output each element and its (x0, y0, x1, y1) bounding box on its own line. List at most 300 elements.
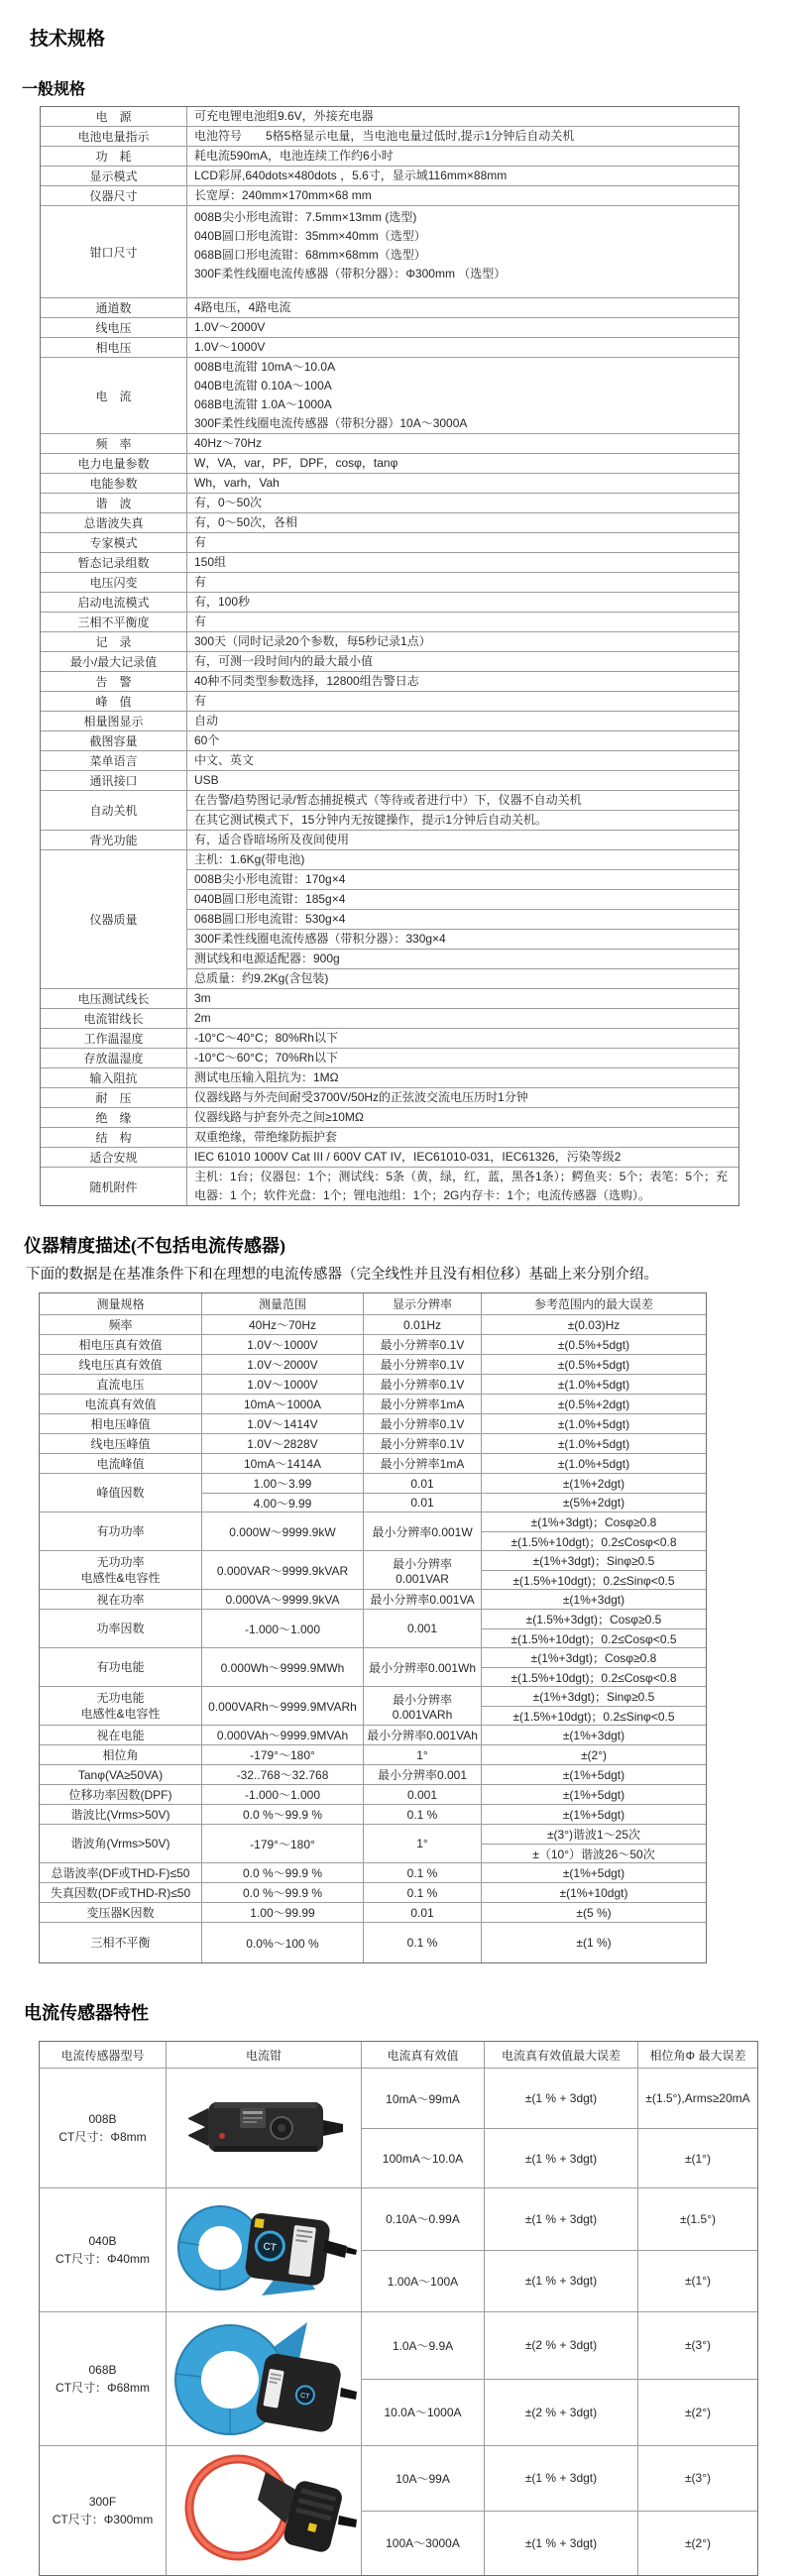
measure-range: 4.00～9.99 (202, 1493, 363, 1512)
spec-value-line: 总质量：约9.2Kg(含包装) (194, 971, 329, 985)
spec-label: 记 录 (95, 635, 132, 649)
current-range-cell (361, 2069, 484, 2187)
spec-row (41, 631, 738, 651)
spec-label: 总谐波失真 (83, 516, 144, 530)
measure-range-cell (201, 1335, 363, 1354)
spec-row (41, 711, 738, 730)
measure-range-cell (201, 1687, 363, 1725)
accuracy-row (40, 1647, 706, 1686)
measure-range-cell (201, 1395, 363, 1413)
accuracy-row (40, 1922, 706, 1962)
measure-name: 功率因数 (96, 1622, 145, 1635)
max-error: ±(5%+2dgt) (482, 1493, 706, 1512)
measure-range: 10mA～1414A (243, 1457, 322, 1471)
spec-label: 通道数 (95, 301, 132, 315)
measure-range: 0.0 %～99.9 % (242, 1808, 323, 1822)
display-resolution-cell (363, 1805, 481, 1824)
spec-value (186, 652, 738, 671)
spec-value (186, 1068, 738, 1087)
sensor-row (40, 2445, 757, 2575)
current-range-cell (361, 2188, 484, 2311)
spec-row (41, 1008, 738, 1028)
spec-row (41, 532, 738, 552)
spec-row (41, 1048, 738, 1067)
max-error: ±(1%+3dgt) (562, 1728, 625, 1742)
measure-range: 0.000VARh～9999.9MVARh (208, 1699, 357, 1714)
spec-value (186, 1009, 738, 1028)
spec-value-line: W，VA，var，PF，DPF，cosφ，tanφ (194, 456, 398, 470)
sensor-ct-size: CT尺寸：Φ40mm (56, 2252, 150, 2266)
spec-label: 告 警 (95, 675, 132, 689)
display-resolution: 0.01 (410, 1476, 434, 1491)
spec-row (41, 1028, 738, 1048)
spec-value-line: 仪器线路与护套外壳之间≥10MΩ (194, 1110, 364, 1124)
clamp-040b-photo (166, 2188, 361, 2311)
spec-value-line: 仪器线路与外壳间耐受3700V/50Hz的正弦波交流电压历时1分钟 (194, 1090, 528, 1104)
display-resolution: 最小分辨率0.001VA (370, 1593, 475, 1607)
measure-name: 电感性&电容性 (80, 1707, 161, 1721)
measure-range-cell (201, 1375, 363, 1394)
spec-label: 工作温湿度 (83, 1032, 144, 1046)
display-resolution-cell (363, 1335, 481, 1354)
spec-label: 电 源 (95, 110, 132, 124)
display-resolution: 最小分辨率0.1V (380, 1338, 465, 1352)
spec-value (186, 1168, 738, 1205)
sensor-model: 068B (88, 2363, 117, 2377)
measure-name: 三相不平衡 (90, 1936, 151, 1950)
spec-row (41, 453, 738, 473)
current-range-cell (361, 2446, 484, 2575)
phase-error: ±(3°) (684, 2471, 712, 2486)
measure-range-cell (201, 1825, 363, 1862)
current-range: 100mA～10.0A (362, 2128, 484, 2187)
spec-label: 谐 波 (95, 497, 132, 510)
max-error: ±(1.5%+10dgt)；0.2≤Cosφ<0.5 (482, 1628, 706, 1647)
measure-range-cell (201, 1315, 363, 1334)
max-error-cell (481, 1745, 706, 1764)
spec-value-line: 40种不同类型参数选择，12800组告警日志 (194, 674, 419, 688)
display-resolution: 最小分辨率0.001VAh (367, 1729, 478, 1742)
display-resolution-cell (363, 1434, 481, 1453)
phase-error: ±(1.5°),Arms≥20mA (645, 2091, 750, 2105)
display-resolution-cell (363, 1687, 481, 1725)
phase-error: ±(2°) (638, 2511, 757, 2576)
spec-label: 线电压 (95, 321, 132, 335)
accuracy-row (40, 1744, 706, 1764)
measure-name: 有功功率 (96, 1524, 145, 1538)
spec-value (186, 831, 738, 849)
display-resolution-cell (363, 1315, 481, 1334)
max-error: ±(1.5%+10dgt)；0.2≤Cosφ<0.8 (482, 1531, 706, 1550)
spec-label: 峰 值 (95, 695, 132, 709)
measure-name-cell (40, 1335, 201, 1354)
measure-name-cell (40, 1648, 201, 1686)
measure-name-cell (40, 1395, 201, 1413)
display-resolution: 最小分辨率0.001 (377, 1768, 468, 1782)
measure-range: 1.00～3.99 (253, 1477, 312, 1491)
max-error-cell (481, 1610, 706, 1647)
spec-value (186, 613, 738, 631)
current-range: 10mA～99mA (386, 2091, 460, 2106)
phase-error: ±(1°) (638, 2250, 757, 2312)
measure-range: 10mA～1000A (243, 1398, 322, 1411)
measure-range-cell (201, 1414, 363, 1433)
spec-row (41, 1167, 738, 1205)
measure-name: 电感性&电容性 (80, 1571, 161, 1585)
spec-row (41, 317, 738, 337)
spec-value (186, 298, 738, 317)
accuracy-row (40, 1725, 706, 1744)
measure-range-cell (201, 1551, 363, 1589)
spec-value (186, 1108, 738, 1127)
measure-range: 0.0 %～99.9 % (242, 1866, 323, 1880)
max-error: ±(0.5%+5dgt) (557, 1337, 630, 1352)
sensor-row (40, 2068, 757, 2187)
measure-range: -179°～180° (250, 1837, 315, 1851)
accuracy-row (40, 1784, 706, 1804)
measure-name-cell (40, 1355, 201, 1374)
spec-label: 钳口尺寸 (89, 245, 138, 260)
current-range: 1.0A～9.9A (392, 2338, 454, 2353)
measure-range: 1.0V～1414V (247, 1417, 318, 1431)
measure-name: 线电压峰值 (90, 1436, 151, 1451)
display-resolution: 最小分辨率0.1V (380, 1417, 465, 1431)
section-general-title: 一般规格 (22, 81, 86, 98)
sensor-model-cell (40, 2069, 166, 2187)
measure-name: 相位角 (102, 1747, 139, 1762)
accuracy-row (40, 1862, 706, 1882)
measure-name-cell (40, 1785, 201, 1804)
max-error: ±(1%+2dgt) (562, 1476, 625, 1491)
spec-label: 通讯接口 (89, 774, 138, 788)
spec-row (41, 433, 738, 453)
max-error-cell (481, 1726, 706, 1744)
spec-value-line: 测试线和电源适配器：900g (187, 950, 738, 969)
phase-error: ±(2°) (638, 2379, 757, 2446)
clamp-068b-image (167, 2316, 361, 2441)
spec-row (41, 592, 738, 612)
spec-value-line: 300F柔性线圈电流传感器（带积分器）：330g×4 (187, 930, 738, 950)
svg-text:CT: CT (299, 2392, 310, 2402)
sensor-ct-size: CT尺寸：Φ8mm (58, 2130, 147, 2144)
current-error: ±(1 % + 3dgt) (485, 2250, 637, 2312)
accuracy-header-resolution: 显示分辨率 (363, 1293, 481, 1314)
spec-label: 相量图显示 (83, 715, 144, 728)
max-error-cell (481, 1414, 706, 1433)
max-error: ±(1.0%+5dgt) (557, 1436, 630, 1451)
spec-value (186, 206, 738, 297)
spec-row (41, 357, 738, 433)
spec-row (41, 730, 738, 750)
spec-value (186, 454, 738, 473)
measure-range-cell (201, 1355, 363, 1374)
spec-label: 三相不平衡度 (77, 616, 150, 629)
spec-row (41, 205, 738, 297)
sensor-model: 040B (88, 2234, 117, 2248)
current-error: ±(1 % + 3dgt) (524, 2211, 598, 2226)
measure-name: 谐波角(Vrms>50V) (70, 1837, 170, 1850)
spec-row (41, 770, 738, 790)
measure-range-cell (201, 1474, 363, 1512)
spec-value (186, 553, 738, 572)
max-error: ±(1%+5dgt) (562, 1787, 625, 1802)
spec-value (186, 434, 738, 453)
spec-value-line: 电池符号 5格5格显示电量，当电池电量过低时,提示1分钟后自动关机 (194, 129, 575, 143)
sensor-header-row (40, 2042, 757, 2068)
measure-range: 0.0 %～99.9 % (242, 1886, 323, 1900)
measure-name: 失真因数(DF或THD-R)≤50 (50, 1885, 191, 1900)
current-error-cell (484, 2069, 637, 2187)
measure-name: 电流真有效值 (84, 1397, 157, 1411)
max-error: ±(1%+10dgt) (559, 1885, 628, 1900)
spec-label: 频 率 (95, 437, 132, 451)
max-error: ±(1%+3dgt)；Sinφ≥0.5 (532, 1690, 655, 1704)
accuracy-row (40, 1394, 706, 1413)
measure-name-cell (40, 1883, 201, 1902)
phase-error-cell (637, 2188, 757, 2311)
measure-name: 谐波比(Vrms>50V) (70, 1807, 170, 1822)
spec-label: 仪器质量 (89, 913, 138, 927)
measure-name-cell (40, 1765, 201, 1784)
svg-text:CT: CT (262, 2241, 278, 2254)
display-resolution: 0.01 (410, 1905, 434, 1920)
measure-name-cell (40, 1805, 201, 1824)
measure-range: 1.0V～2828V (247, 1437, 318, 1451)
spec-value (186, 513, 738, 532)
spec-value (186, 318, 738, 337)
spec-value (186, 1049, 738, 1067)
max-error: ±(1%+3dgt) (562, 1592, 625, 1607)
general-specs-table (40, 106, 739, 1206)
sensor-header-clamp: 电流钳 (166, 2042, 361, 2068)
measure-range: -1.000～1.000 (244, 1788, 321, 1802)
current-range: 0.10A～0.99A (386, 2212, 460, 2227)
spec-label: 绝 缘 (95, 1111, 132, 1125)
sensor-row (40, 2311, 757, 2445)
measure-name-cell (40, 1414, 201, 1433)
max-error-cell (481, 1825, 706, 1862)
spec-label: 背光功能 (89, 834, 138, 847)
spec-value (186, 791, 738, 830)
spec-value (186, 186, 738, 205)
spec-row (41, 126, 738, 146)
sensor-model: 300F (88, 2495, 117, 2509)
display-resolution-cell (363, 1745, 481, 1764)
max-error-cell (481, 1923, 706, 1962)
measure-name-cell (40, 1315, 201, 1334)
spec-label: 仪器尺寸 (89, 189, 138, 203)
spec-value-line: 长宽厚：240mm×170mm×68 mm (194, 188, 372, 202)
max-error-cell (481, 1335, 706, 1354)
sensor-model: 008B (88, 2112, 117, 2126)
phase-error: ±(1.5°) (679, 2211, 717, 2226)
spec-value-line: 40Hz～70Hz (194, 436, 263, 450)
spec-row (41, 107, 738, 126)
current-error: ±(2 % + 3dgt) (485, 2379, 637, 2446)
max-error: ±(1 %) (576, 1936, 612, 1950)
spec-value-line: 60个 (194, 733, 220, 747)
measure-name: 直流电压 (96, 1377, 145, 1392)
spec-row (41, 1127, 738, 1147)
spec-label: 随机附件 (89, 1179, 138, 1194)
measure-name-cell (40, 1687, 201, 1725)
spec-row (41, 552, 738, 572)
spec-value-line: 300F柔性线圈电流传感器（带积分器）：Φ300mm （选型） (194, 267, 507, 280)
spec-row (41, 297, 738, 317)
page-title: 技术规格 (30, 29, 106, 50)
display-resolution-cell (363, 1863, 481, 1882)
sensor-header-phase-error: 相位角Φ 最大误差 (637, 2042, 757, 2068)
spec-value-line: 1.0V～2000V (194, 320, 266, 334)
clamp-008b-photo (166, 2069, 361, 2187)
max-error-cell (481, 1863, 706, 1882)
measure-range-cell (201, 1765, 363, 1784)
measure-name: 无功功率 (96, 1555, 145, 1569)
measure-range: 1.0V～1000V (247, 1378, 318, 1392)
measure-range: 1.0V～1000V (247, 1338, 318, 1352)
spec-value-line: 008B尖小形电流钳：170g×4 (187, 870, 738, 890)
accuracy-row (40, 1473, 706, 1512)
spec-label: 功 耗 (95, 150, 132, 164)
max-error-cell (481, 1315, 706, 1334)
current-error-cell (484, 2188, 637, 2311)
spec-value-line: 068B电流钳 1.0A～1000A (194, 397, 332, 411)
spec-label: 电压测试线长 (77, 992, 150, 1006)
measure-name: 视在功率 (96, 1592, 145, 1607)
current-error-cell (484, 2312, 637, 2445)
spec-label: 适合安规 (89, 1151, 138, 1165)
clamp-068b-photo (166, 2312, 361, 2445)
max-error: ±(1%+3dgt)；Cosφ≥0.8 (530, 1651, 657, 1665)
max-error: ±（10°）谐波26～50次 (482, 1844, 706, 1862)
spec-value-line: 在其它测试模式下，15分钟内无按键操作，提示1分钟后自动关机。 (194, 813, 548, 827)
spec-value-line: 耗电流590mA，电池连续工作约6小时 (194, 149, 394, 163)
measure-name-cell (40, 1726, 201, 1744)
measure-name: 相电压峰值 (90, 1416, 151, 1431)
spec-value-line: 可充电锂电池组9.6V，外接充电器 (194, 109, 374, 123)
spec-value-line: 有 (194, 575, 207, 589)
display-resolution: 最小分辨率0.1V (380, 1378, 465, 1392)
spec-value (186, 358, 738, 433)
measure-range: 1.0V～2000V (247, 1358, 318, 1372)
spec-row (41, 337, 738, 357)
measure-range: 0.000VA～9999.9kVA (225, 1593, 340, 1607)
display-resolution: 最小分辨率1mA (380, 1457, 465, 1471)
measure-range: -1.000～1.000 (244, 1622, 321, 1636)
spec-value-line: 中文、英文 (194, 753, 255, 767)
measure-range: 0.000VAR～9999.9kVAR (216, 1563, 349, 1578)
accuracy-row (40, 1824, 706, 1862)
measure-range-cell (201, 1745, 363, 1764)
spec-value (186, 1148, 738, 1167)
display-resolution: 最小分辨率0.001Wh (368, 1660, 477, 1675)
display-resolution-cell (363, 1395, 481, 1413)
measure-range-cell (201, 1903, 363, 1922)
spec-value (186, 127, 738, 146)
spec-label: 电力电量参数 (77, 457, 150, 471)
max-error-cell (481, 1474, 706, 1512)
sensor-ct-size: CT尺寸：Φ68mm (56, 2381, 150, 2395)
spec-row (41, 988, 738, 1008)
spec-value-line: 有，0～50次 (194, 496, 263, 509)
measure-name: 峰值因数 (96, 1486, 145, 1500)
spec-label: 启动电流模式 (77, 596, 150, 610)
phase-error-cell (637, 2312, 757, 2445)
sensor-table (39, 2041, 758, 2576)
accuracy-row (40, 1804, 706, 1824)
display-resolution-cell (363, 1726, 481, 1744)
sensor-header-current-rms: 电流真有效值 (361, 2042, 484, 2068)
accuracy-header-row (40, 1293, 706, 1314)
spec-value-line: 300F柔性线圈电流传感器（带积分器）10A～3000A (194, 416, 468, 430)
spec-label: 存放温湿度 (83, 1052, 144, 1065)
max-error-cell (481, 1434, 706, 1453)
spec-label: 截图容量 (89, 734, 138, 748)
spec-row (41, 849, 738, 988)
measure-name-cell (40, 1375, 201, 1394)
measure-range-cell (201, 1726, 363, 1744)
display-resolution-cell (363, 1454, 481, 1473)
max-error: ±(1.5%+10dgt)；0.2≤Cosφ<0.8 (482, 1667, 706, 1686)
current-range: 1.00A～100A (362, 2250, 484, 2312)
display-resolution: 1° (416, 1837, 428, 1850)
spec-value (186, 672, 738, 691)
measure-range: 0.0%～100 % (246, 1936, 319, 1951)
accuracy-row (40, 1512, 706, 1550)
spec-value (186, 167, 738, 185)
spec-value (186, 1128, 738, 1147)
spec-value-line: 040B圆口形电流钳：35mm×40mm（选型） (194, 229, 426, 243)
current-range: 10.0A～1000A (362, 2379, 484, 2446)
display-resolution: 最小分辨率0.001W (372, 1524, 473, 1539)
spec-value-line: 3m (194, 991, 211, 1005)
measure-range: 0.000Wh～9999.9MWh (220, 1660, 345, 1675)
spec-value-line: 在告警/趋势图记录/暂态捕捉模式（等待或者进行中）下，仪器不自动关机 (187, 791, 738, 811)
spec-value (186, 692, 738, 711)
spec-row (41, 651, 738, 671)
spec-value-line: 双重绝缘，带绝缘防振护套 (194, 1130, 338, 1144)
spec-value (186, 494, 738, 512)
max-error-cell (481, 1590, 706, 1609)
measure-name: 电流峰值 (96, 1456, 145, 1471)
display-resolution-cell (363, 1355, 481, 1374)
current-error: ±(1 % + 3dgt) (524, 2471, 598, 2486)
sensor-model-cell (40, 2312, 166, 2445)
display-resolution: 0.1 % (406, 1807, 438, 1822)
accuracy-header-range: 测量范围 (201, 1293, 363, 1314)
spec-label: 菜单语言 (89, 754, 138, 768)
measure-name: 线电压真有效值 (78, 1357, 163, 1372)
spec-label: 最小/最大记录值 (69, 655, 158, 669)
display-resolution-cell (363, 1375, 481, 1394)
spec-value-line: 300天（同时记录20个参数，每5秒记录1点） (194, 634, 431, 648)
measure-name: 频率 (108, 1317, 133, 1332)
measure-range-cell (201, 1512, 363, 1550)
max-error: ±(0.5%+5dgt) (557, 1357, 630, 1372)
spec-value (186, 338, 738, 357)
spec-label: 结 构 (95, 1131, 132, 1145)
spec-value-line: USB (194, 773, 219, 787)
current-error: ±(2 % + 3dgt) (524, 2338, 598, 2353)
spec-value (186, 731, 738, 750)
spec-value-line: 有，0～50次，各相 (194, 515, 298, 529)
max-error: ±(1%+5dgt) (562, 1865, 625, 1880)
spec-value-line: 有，适合昏暗场所及夜间使用 (194, 833, 350, 846)
sensor-header-current-error: 电流真有效值最大误差 (484, 2042, 637, 2068)
spec-row (41, 166, 738, 185)
measure-range-cell (201, 1883, 363, 1902)
current-error: ±(1 % + 3dgt) (485, 2128, 637, 2187)
